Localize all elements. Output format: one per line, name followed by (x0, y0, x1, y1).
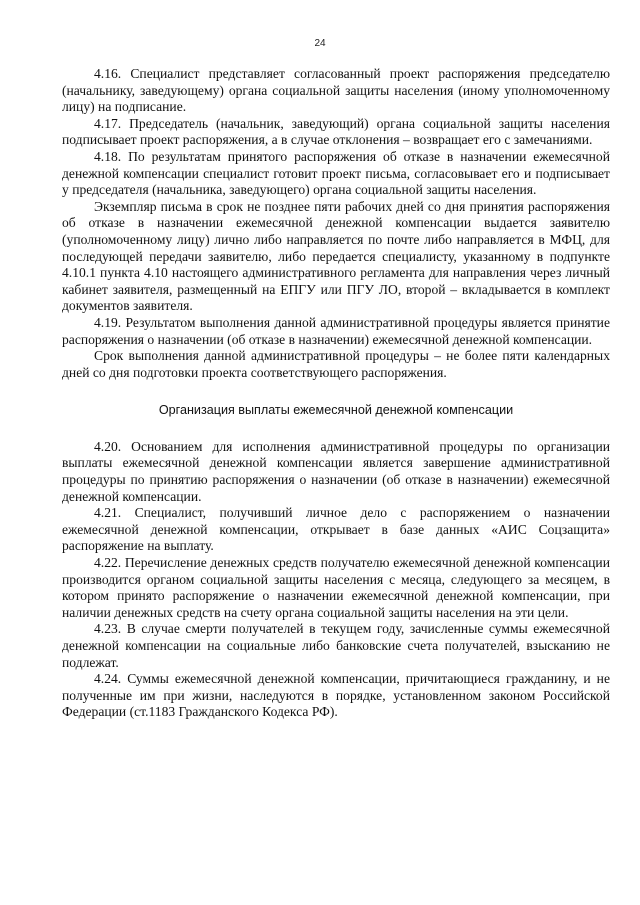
paragraph-4-24: 4.24. Суммы ежемесячной денежной компенсации, причитающиеся гражданину, и не полученные им при жизни, наследуются в порядке, установленном законом Российской Федерации (ст.1183 Гражданского Кодекса РФ). (62, 671, 610, 720)
paragraph-4-21: 4.21. Специалист, получивший личное дело с распоряжением о назначении ежемесячной денежной компенсации, открывает в базе данных «АИС Соцзащита» распоряжение на выплату. (62, 505, 610, 554)
paragraph-4-22: 4.22. Перечисление денежных средств получателю ежемесячной денежной компенсации производится органом социальной защиты населения с месяца, следующего за месяцем, в котором принято распоряжение о назначении ежемесячной денежной компенсации, при наличии денежных средств на счету органа социальной защиты населения на эти цели. (62, 555, 610, 620)
paragraph-4-20: 4.20. Основанием для исполнения административной процедуры по организации выплаты ежемесячной денежной компенсации является завершение административной процедуры по принятию распоряжения о назначении (об отказе в назначении) ежемесячной денежной компенсации. (62, 438, 610, 504)
paragraph-4-18: 4.18. По результатам принятого распоряжения об отказе в назначении ежемесячной денежной компенсации специалист готовит проект письма, согласовывает его и подписывает у председателя (начальника, заведующего) органа социальной защиты населения. (62, 148, 610, 198)
paragraph-4-16: 4.16. Специалист представляет согласованный проект распоряжения председателю (начальнику, заведующему) органа социальной защиты населения (иному уполномоченному лицу) на подписание. (62, 66, 610, 115)
section-heading: Организация выплаты ежемесячной денежной компенсации (158, 403, 514, 418)
page-number: 24 (314, 38, 326, 49)
paragraph-procedure-term: Срок выполнения данной административной процедуры – не более пяти календарных дней со дня подготовки проекта соответствующего распоряжения. (62, 348, 610, 380)
paragraph-letter-copy: Экземпляр письма в срок не позднее пяти рабочих дней со дня принятия распоряжения об отказе в назначении ежемесячной денежной компенсации выдается заявителю (уполномоченному лицу) лично либо направляется по почте либо направляется в МФЦ, для последующей передачи заявителю, либо передается специалисту, указанному в подпункте 4.10.1 пункта 4.10 настоящего административного регламента для направления через личный кабинет заявителя, размещенный на ЕПГУ или ПГУ ЛО, второй – вкладывается в комплект документов заявителя. (62, 198, 610, 314)
paragraph-4-17: 4.17. Председатель (начальник, заведующий) органа социальной защиты населения подписывает проект распоряжения, а в случае отклонения – возвращает его с замечаниями. (62, 115, 610, 148)
page-body (62, 66, 610, 721)
paragraph-4-19: 4.19. Результатом выполнения данной административной процедуры является принятие распоряжения о назначении (об отказе в назначении) ежемесячной денежной компенсации. (62, 314, 610, 347)
paragraph-4-23: 4.23. В случае смерти получателей в текущем году, зачисленные суммы ежемесячной денежной компенсации на социальные либо банковские счета получателей, взысканию не подлежат. (62, 621, 610, 670)
